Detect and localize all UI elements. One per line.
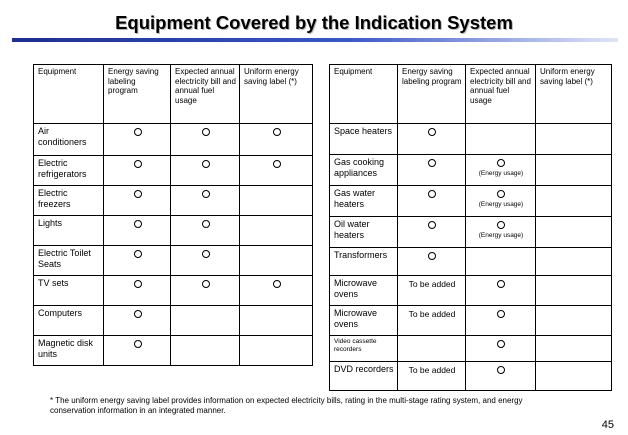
circle-mark bbox=[428, 159, 436, 167]
equipment-name: Magnetic disk units bbox=[34, 336, 104, 366]
labeling-cell bbox=[104, 186, 171, 216]
table-row bbox=[34, 306, 313, 336]
uniform-label-cell bbox=[240, 306, 313, 336]
table-row bbox=[330, 186, 612, 217]
circle-mark bbox=[273, 280, 281, 288]
uniform-label-cell bbox=[240, 156, 313, 186]
uniform-label-cell bbox=[536, 276, 612, 306]
table-row bbox=[330, 276, 612, 306]
uniform-label-cell bbox=[536, 248, 612, 276]
table-row bbox=[34, 124, 313, 156]
labeling-cell bbox=[104, 156, 171, 186]
bill-cell bbox=[171, 156, 240, 186]
column-header: Energy saving labeling program bbox=[104, 65, 171, 124]
labeling-cell bbox=[104, 124, 171, 156]
circle-mark bbox=[202, 160, 210, 168]
table-row bbox=[330, 306, 612, 336]
labeling-cell bbox=[104, 216, 171, 246]
labeling-cell bbox=[398, 124, 466, 155]
table-row bbox=[330, 155, 612, 186]
bill-cell bbox=[466, 336, 536, 362]
circle-mark bbox=[202, 220, 210, 228]
circle-mark bbox=[497, 190, 505, 198]
status-text: To be added bbox=[408, 279, 456, 289]
right-table-body bbox=[330, 65, 612, 391]
equipment-name: Electric Toilet Seats bbox=[34, 246, 104, 276]
circle-mark bbox=[497, 280, 505, 288]
circle-mark bbox=[428, 128, 436, 136]
energy-usage-note: (Energy usage) bbox=[478, 170, 524, 177]
equipment-name: TV sets bbox=[34, 276, 104, 306]
title-underline-bar bbox=[12, 38, 618, 42]
energy-usage-note: (Energy usage) bbox=[478, 201, 524, 208]
page-title: Equipment Covered by the Indication System bbox=[115, 12, 513, 33]
table-row bbox=[34, 156, 313, 186]
uniform-label-cell bbox=[536, 362, 612, 391]
status-text: To be added bbox=[408, 365, 456, 375]
equipment-name: Microwave ovens bbox=[330, 306, 398, 336]
circle-mark bbox=[202, 280, 210, 288]
circle-mark bbox=[134, 190, 142, 198]
labeling-cell bbox=[398, 336, 466, 362]
circle-mark bbox=[202, 190, 210, 198]
table-row bbox=[34, 186, 313, 216]
circle-mark bbox=[202, 128, 210, 136]
equipment-name: Electric freezers bbox=[34, 186, 104, 216]
labeling-cell bbox=[398, 186, 466, 217]
bill-cell bbox=[171, 216, 240, 246]
circle-mark bbox=[273, 160, 281, 168]
left-equipment-table bbox=[33, 64, 313, 366]
bill-cell bbox=[466, 276, 536, 306]
equipment-name: Gas water heaters bbox=[330, 186, 398, 217]
circle-mark bbox=[134, 220, 142, 228]
column-header: Equipment bbox=[330, 65, 398, 124]
page-number: 45 bbox=[601, 419, 614, 431]
table-row bbox=[34, 216, 313, 246]
header-row bbox=[330, 65, 612, 124]
circle-mark bbox=[134, 128, 142, 136]
bill-cell bbox=[466, 306, 536, 336]
uniform-label-cell bbox=[536, 124, 612, 155]
column-header: Uniform energy saving label (*) bbox=[536, 65, 612, 124]
status-text: To be added bbox=[408, 309, 456, 319]
table-row bbox=[330, 217, 612, 248]
uniform-label-cell bbox=[240, 276, 313, 306]
equipment-name: DVD recorders bbox=[330, 362, 398, 391]
uniform-label-cell bbox=[240, 336, 313, 366]
column-header: Uniform energy saving label (*) bbox=[240, 65, 313, 124]
circle-mark bbox=[134, 340, 142, 348]
labeling-cell bbox=[104, 276, 171, 306]
column-header: Equipment bbox=[34, 65, 104, 124]
equipment-name: Video cassette recorders bbox=[330, 336, 398, 362]
bill-cell bbox=[466, 217, 536, 248]
circle-mark bbox=[428, 221, 436, 229]
table-row bbox=[330, 248, 612, 276]
equipment-name: Electric refrigerators bbox=[34, 156, 104, 186]
circle-mark bbox=[497, 366, 505, 374]
left-table-body bbox=[34, 65, 313, 366]
table-row bbox=[34, 246, 313, 276]
equipment-name: Computers bbox=[34, 306, 104, 336]
circle-mark bbox=[134, 250, 142, 258]
uniform-label-cell bbox=[240, 216, 313, 246]
table-row bbox=[330, 362, 612, 391]
uniform-label-cell bbox=[536, 155, 612, 186]
circle-mark bbox=[497, 159, 505, 167]
table-row bbox=[34, 336, 313, 366]
bill-cell bbox=[171, 186, 240, 216]
labeling-cell bbox=[398, 276, 466, 306]
equipment-name: Transformers bbox=[330, 248, 398, 276]
header-row bbox=[34, 65, 313, 124]
equipment-name: Lights bbox=[34, 216, 104, 246]
uniform-label-cell bbox=[536, 306, 612, 336]
labeling-cell bbox=[398, 362, 466, 391]
labeling-cell bbox=[398, 155, 466, 186]
table-row bbox=[330, 336, 612, 362]
column-header: Energy saving labeling program bbox=[398, 65, 466, 124]
right-equipment-table bbox=[329, 64, 612, 391]
bill-cell bbox=[171, 306, 240, 336]
bill-cell bbox=[466, 155, 536, 186]
circle-mark bbox=[497, 310, 505, 318]
table-row bbox=[330, 124, 612, 155]
uniform-label-cell bbox=[536, 217, 612, 248]
circle-mark bbox=[428, 190, 436, 198]
table-row bbox=[34, 276, 313, 306]
equipment-name: Microwave ovens bbox=[330, 276, 398, 306]
footnote: * The uniform energy saving label provides information on expected electricity bills, rating in the multi-stage rating system, and energy conservation information in an integrated manner. bbox=[50, 396, 523, 415]
column-header: Expected annual electricity bill and annual fuel usage bbox=[466, 65, 536, 124]
equipment-name: Air conditioners bbox=[34, 124, 104, 156]
equipment-name: Space heaters bbox=[330, 124, 398, 155]
energy-usage-note: (Energy usage) bbox=[478, 232, 524, 239]
uniform-label-cell bbox=[240, 124, 313, 156]
circle-mark bbox=[428, 252, 436, 260]
labeling-cell bbox=[398, 306, 466, 336]
equipment-name: Gas cooking appliances bbox=[330, 155, 398, 186]
labeling-cell bbox=[398, 217, 466, 248]
bill-cell bbox=[171, 246, 240, 276]
bill-cell bbox=[171, 336, 240, 366]
bill-cell bbox=[466, 186, 536, 217]
uniform-label-cell bbox=[240, 246, 313, 276]
bill-cell bbox=[466, 362, 536, 391]
column-header: Expected annual electricity bill and annual fuel usage bbox=[171, 65, 240, 124]
uniform-label-cell bbox=[240, 186, 313, 216]
circle-mark bbox=[134, 280, 142, 288]
circle-mark bbox=[134, 160, 142, 168]
labeling-cell bbox=[104, 306, 171, 336]
circle-mark bbox=[134, 310, 142, 318]
uniform-label-cell bbox=[536, 336, 612, 362]
circle-mark bbox=[202, 250, 210, 258]
labeling-cell bbox=[104, 336, 171, 366]
labeling-cell bbox=[398, 248, 466, 276]
circle-mark bbox=[497, 221, 505, 229]
bill-cell bbox=[466, 248, 536, 276]
equipment-name: Oil water heaters bbox=[330, 217, 398, 248]
uniform-label-cell bbox=[536, 186, 612, 217]
bill-cell bbox=[171, 276, 240, 306]
bill-cell bbox=[466, 124, 536, 155]
bill-cell bbox=[171, 124, 240, 156]
circle-mark bbox=[497, 340, 505, 348]
labeling-cell bbox=[104, 246, 171, 276]
circle-mark bbox=[273, 128, 281, 136]
